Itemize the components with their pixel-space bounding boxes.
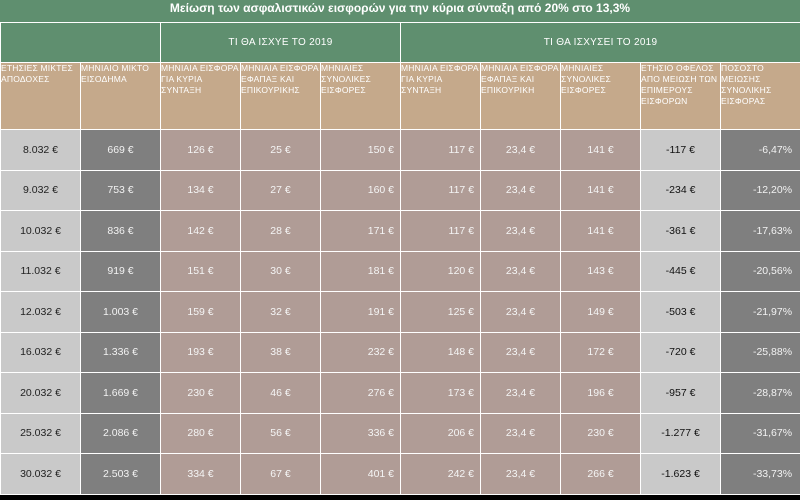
after-main-pension-cell: 120 € <box>401 251 481 292</box>
table-row <box>1 211 800 252</box>
before-total-cell: 401 € <box>321 454 401 495</box>
group-header-before: ΤΙ ΘΑ ΙΣΧΥΕ ΤΟ 2019 <box>161 23 401 63</box>
reduction-percent-cell: -12,20% <box>721 170 800 211</box>
reduction-percent-cell: -28,87% <box>721 373 800 414</box>
annual-benefit-cell: -1.623 € <box>641 454 721 495</box>
before-lump-aux-cell: 67 € <box>241 454 321 495</box>
annual-benefit-cell: -957 € <box>641 373 721 414</box>
annual-gross-cell: 25.032 € <box>1 413 81 454</box>
monthly-gross-cell: 2.086 € <box>81 413 161 454</box>
before-total-cell: 276 € <box>321 373 401 414</box>
before-main-pension-cell: 159 € <box>161 292 241 333</box>
group-header-empty <box>1 23 161 63</box>
after-lump-aux-cell: 23,4 € <box>481 454 561 495</box>
after-total-cell: 141 € <box>561 211 641 252</box>
before-total-cell: 336 € <box>321 413 401 454</box>
monthly-gross-cell: 1.003 € <box>81 292 161 333</box>
reduction-percent-cell: -20,56% <box>721 251 800 292</box>
after-lump-aux-cell: 23,4 € <box>481 130 561 171</box>
after-lump-aux-cell: 23,4 € <box>481 251 561 292</box>
annual-gross-cell: 8.032 € <box>1 130 81 171</box>
before-lump-aux-cell: 25 € <box>241 130 321 171</box>
monthly-gross-cell: 669 € <box>81 130 161 171</box>
annual-benefit-cell: -117 € <box>641 130 721 171</box>
column-header-row <box>1 63 800 130</box>
table-row <box>1 251 800 292</box>
contributions-table <box>0 22 800 495</box>
after-main-pension-cell: 117 € <box>401 130 481 171</box>
before-total-cell: 150 € <box>321 130 401 171</box>
reduction-percent-cell: -31,67% <box>721 413 800 454</box>
reduction-percent-cell: -6,47% <box>721 130 800 171</box>
after-main-pension-cell: 148 € <box>401 332 481 373</box>
after-lump-aux-cell: 23,4 € <box>481 211 561 252</box>
after-total-cell: 141 € <box>561 130 641 171</box>
before-lump-aux-cell: 30 € <box>241 251 321 292</box>
monthly-gross-cell: 1.669 € <box>81 373 161 414</box>
after-total-cell: 266 € <box>561 454 641 495</box>
reduction-percent-cell: -33,73% <box>721 454 800 495</box>
annual-benefit-cell: -720 € <box>641 332 721 373</box>
before-total-cell: 191 € <box>321 292 401 333</box>
annual-benefit-cell: -1.277 € <box>641 413 721 454</box>
after-total-cell: 143 € <box>561 251 641 292</box>
column-header: ΠΟΣΟΣΤΟ ΜΕΙΩΣΗΣ ΣΥΝΟΛΙΚΗΣ ΕΙΣΦΟΡΑΣ <box>721 63 800 130</box>
before-main-pension-cell: 134 € <box>161 170 241 211</box>
table-row <box>1 332 800 373</box>
column-header: ΜΗΝΙΑΙΕΣ ΣΥΝΟΛΙΚΕΣ ΕΙΣΦΟΡΕΣ <box>561 63 641 130</box>
monthly-gross-cell: 836 € <box>81 211 161 252</box>
annual-gross-cell: 10.032 € <box>1 211 81 252</box>
table-title-text: Μείωση των ασφαλιστικών εισφορών για την κύρια σύνταξη από 20% στο 13,3% <box>169 1 631 15</box>
annual-gross-cell: 12.032 € <box>1 292 81 333</box>
after-total-cell: 172 € <box>561 332 641 373</box>
after-lump-aux-cell: 23,4 € <box>481 332 561 373</box>
annual-gross-cell: 30.032 € <box>1 454 81 495</box>
reduction-percent-cell: -17,63% <box>721 211 800 252</box>
before-total-cell: 171 € <box>321 211 401 252</box>
after-lump-aux-cell: 23,4 € <box>481 292 561 333</box>
table-row <box>1 130 800 171</box>
column-header: ΕΤΗΣΙΟ ΟΦΕΛΟΣ ΑΠΟ ΜΕΙΩΣΗ ΤΩΝ ΕΠΙΜΕΡΟΥΣ ΕΙΣΦΟΡΩΝ <box>641 63 721 130</box>
after-total-cell: 230 € <box>561 413 641 454</box>
annual-benefit-cell: -503 € <box>641 292 721 333</box>
monthly-gross-cell: 919 € <box>81 251 161 292</box>
table-body <box>1 130 800 495</box>
annual-gross-cell: 11.032 € <box>1 251 81 292</box>
annual-benefit-cell: -234 € <box>641 170 721 211</box>
group-header-after: ΤΙ ΘΑ ΙΣΧΥΣΕΙ ΤΟ 2019 <box>401 23 800 63</box>
after-main-pension-cell: 242 € <box>401 454 481 495</box>
before-lump-aux-cell: 32 € <box>241 292 321 333</box>
before-lump-aux-cell: 38 € <box>241 332 321 373</box>
reduction-percent-cell: -21,97% <box>721 292 800 333</box>
before-main-pension-cell: 142 € <box>161 211 241 252</box>
table-row <box>1 292 800 333</box>
before-lump-aux-cell: 56 € <box>241 413 321 454</box>
table-row <box>1 373 800 414</box>
before-main-pension-cell: 193 € <box>161 332 241 373</box>
column-header: ΜΗΝΙΑΙΟ ΜΙΚΤΟ ΕΙΣΟΔΗΜΑ <box>81 63 161 130</box>
before-main-pension-cell: 280 € <box>161 413 241 454</box>
monthly-gross-cell: 2.503 € <box>81 454 161 495</box>
monthly-gross-cell: 1.336 € <box>81 332 161 373</box>
annual-gross-cell: 9.032 € <box>1 170 81 211</box>
column-header: ΜΗΝΙΑΙΑ ΕΙΣΦΟΡΑ ΕΦΑΠΑΞ ΚΑΙ ΕΠΙΚΟΥΡΙΚΗ <box>481 63 561 130</box>
annual-gross-cell: 20.032 € <box>1 373 81 414</box>
column-header: ΜΗΝΙΑΙΑ ΕΙΣΦΟΡΑ ΓΙΑ ΚΥΡΙΑ ΣΥΝΤΑΞΗ <box>401 63 481 130</box>
before-main-pension-cell: 230 € <box>161 373 241 414</box>
column-header: ΜΗΝΙΑΙΑ ΕΙΣΦΟΡΑ ΓΙΑ ΚΥΡΙΑ ΣΥΝΤΑΞΗ <box>161 63 241 130</box>
before-lump-aux-cell: 28 € <box>241 211 321 252</box>
after-total-cell: 196 € <box>561 373 641 414</box>
before-main-pension-cell: 126 € <box>161 130 241 171</box>
after-main-pension-cell: 117 € <box>401 170 481 211</box>
after-main-pension-cell: 173 € <box>401 373 481 414</box>
after-lump-aux-cell: 23,4 € <box>481 373 561 414</box>
before-main-pension-cell: 334 € <box>161 454 241 495</box>
table-title <box>0 0 800 22</box>
column-header: ΜΗΝΙΑΙΕΣ ΣΥΝΟΛΙΚΕΣ ΕΙΣΦΟΡΕΣ <box>321 63 401 130</box>
annual-benefit-cell: -361 € <box>641 211 721 252</box>
table-row <box>1 170 800 211</box>
after-main-pension-cell: 117 € <box>401 211 481 252</box>
after-total-cell: 149 € <box>561 292 641 333</box>
column-header: ΜΗΝΙΑΙΑ ΕΙΣΦΟΡΑ ΕΦΑΠΑΞ ΚΑΙ ΕΠΙΚΟΥΡΙΚΗΣ <box>241 63 321 130</box>
before-main-pension-cell: 151 € <box>161 251 241 292</box>
annual-benefit-cell: -445 € <box>641 251 721 292</box>
before-lump-aux-cell: 46 € <box>241 373 321 414</box>
monthly-gross-cell: 753 € <box>81 170 161 211</box>
table-row <box>1 413 800 454</box>
table-row <box>1 454 800 495</box>
annual-gross-cell: 16.032 € <box>1 332 81 373</box>
before-lump-aux-cell: 27 € <box>241 170 321 211</box>
reduction-percent-cell: -25,88% <box>721 332 800 373</box>
after-lump-aux-cell: 23,4 € <box>481 170 561 211</box>
before-total-cell: 181 € <box>321 251 401 292</box>
after-main-pension-cell: 125 € <box>401 292 481 333</box>
column-header: ΕΤΗΣΙΕΣ ΜΙΚΤΕΣ ΑΠΟΔΟΧΕΣ <box>1 63 81 130</box>
after-main-pension-cell: 206 € <box>401 413 481 454</box>
group-header-row <box>1 23 800 63</box>
before-total-cell: 232 € <box>321 332 401 373</box>
before-total-cell: 160 € <box>321 170 401 211</box>
after-total-cell: 141 € <box>561 170 641 211</box>
after-lump-aux-cell: 23,4 € <box>481 413 561 454</box>
